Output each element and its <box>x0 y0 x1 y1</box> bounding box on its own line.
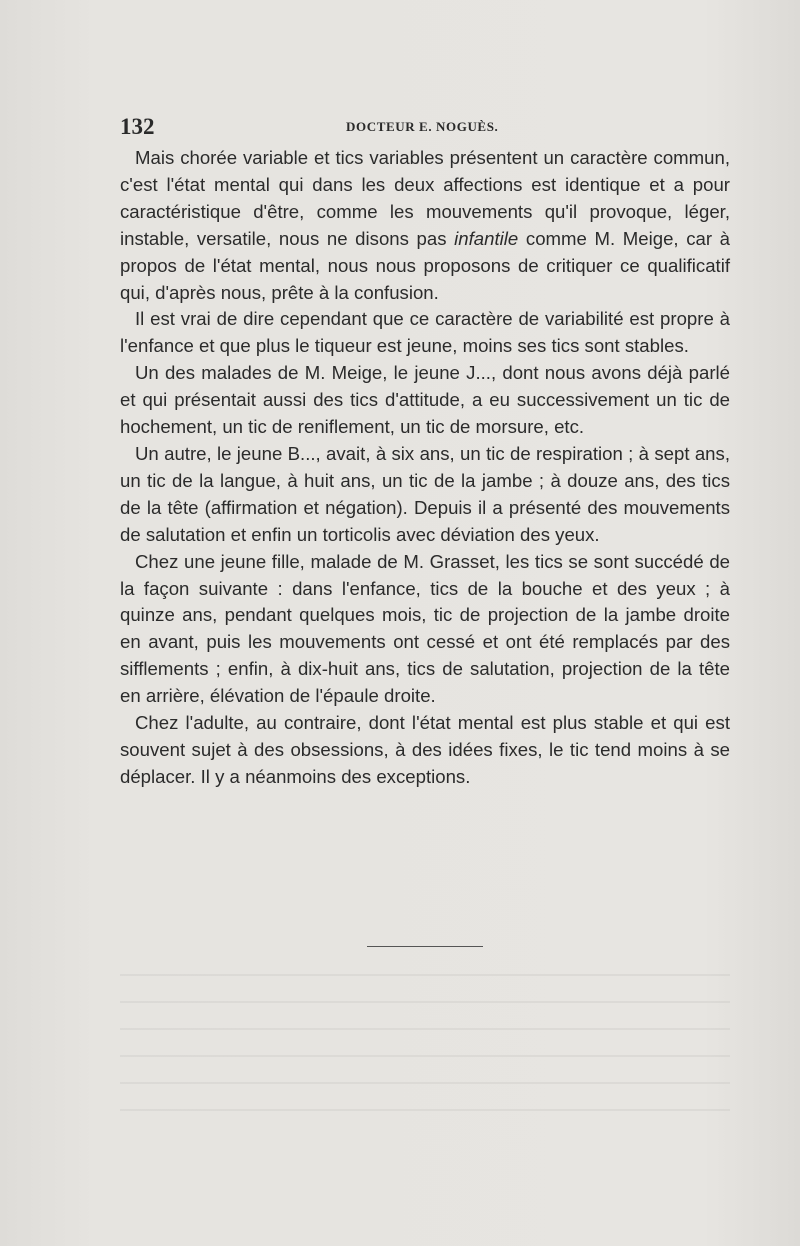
body-text <box>120 145 730 791</box>
paragraph-2: Il est vrai de dire cependant que ce caractère de variabilité est propre à l'enfance et que plus le tiqueur est jeune, moins ses tics sont stables. <box>120 308 730 357</box>
running-head: DOCTEUR E. NOGUÈS. <box>346 119 499 134</box>
page-header <box>120 114 680 144</box>
paragraph-1-text-b: comme M. Meige, car à propos de l'état mental, nous nous proposons de critiquer ce qualificatif qui, d'après nous, prête à la confusion. <box>120 227 731 303</box>
page-number: 132 <box>120 114 155 139</box>
section-divider-rule <box>367 946 483 947</box>
paragraph-5: Chez une jeune fille, malade de M. Grasset, les tics se sont succédé de la façon suivante : dans l'enfance, tics de la bouche et des yeux ; à quinze ans, pendant quelques mois, tic de projection de la jambe droite en avant, puis les mouvements ont cessé et ont été remplacés par des sifflements ; enfin, à dix-huit ans, tics de salutation, projection de la tête en arrière, élévation de l'épaule droite. <box>120 550 730 707</box>
paragraph-4: Un autre, le jeune B..., avait, à six ans, un tic de respiration ; à sept ans, un tic de la langue, à huit ans, un tic de la jambe ; à douze ans, des tics de la tête (affirmation et négation). Depuis il a présenté des mouvements de salutation et enfin un torticolis avec déviation des yeux. <box>120 442 730 545</box>
emphasis-infantile: infantile <box>454 227 519 249</box>
paragraph-1-text-a: Mais chorée variable et tics variables présentent un caractère commun, c'est l'état mental qui dans les deux affections est identique et a pour caractéristique d'être, comme les mouvements qu'il provoque, léger, instable, versatile, nous ne disons pas <box>120 147 730 249</box>
paragraph-1 <box>120 145 730 306</box>
paragraph-6: Chez l'adulte, au contraire, dont l'état mental est plus stable et qui est souvent sujet à des obsessions, à des idées fixes, le tic tend moins à se déplacer. Il y a néanmoins des exceptions. <box>120 712 730 787</box>
paragraph-3: Un des malades de M. Meige, le jeune J..., dont nous avons déjà parlé et qui présentait aussi des tics d'attitude, a eu successivement un tic de hochement, un tic de reniflement, un tic de morsure, etc. <box>120 362 730 438</box>
bleed-through-texture <box>120 960 730 1130</box>
